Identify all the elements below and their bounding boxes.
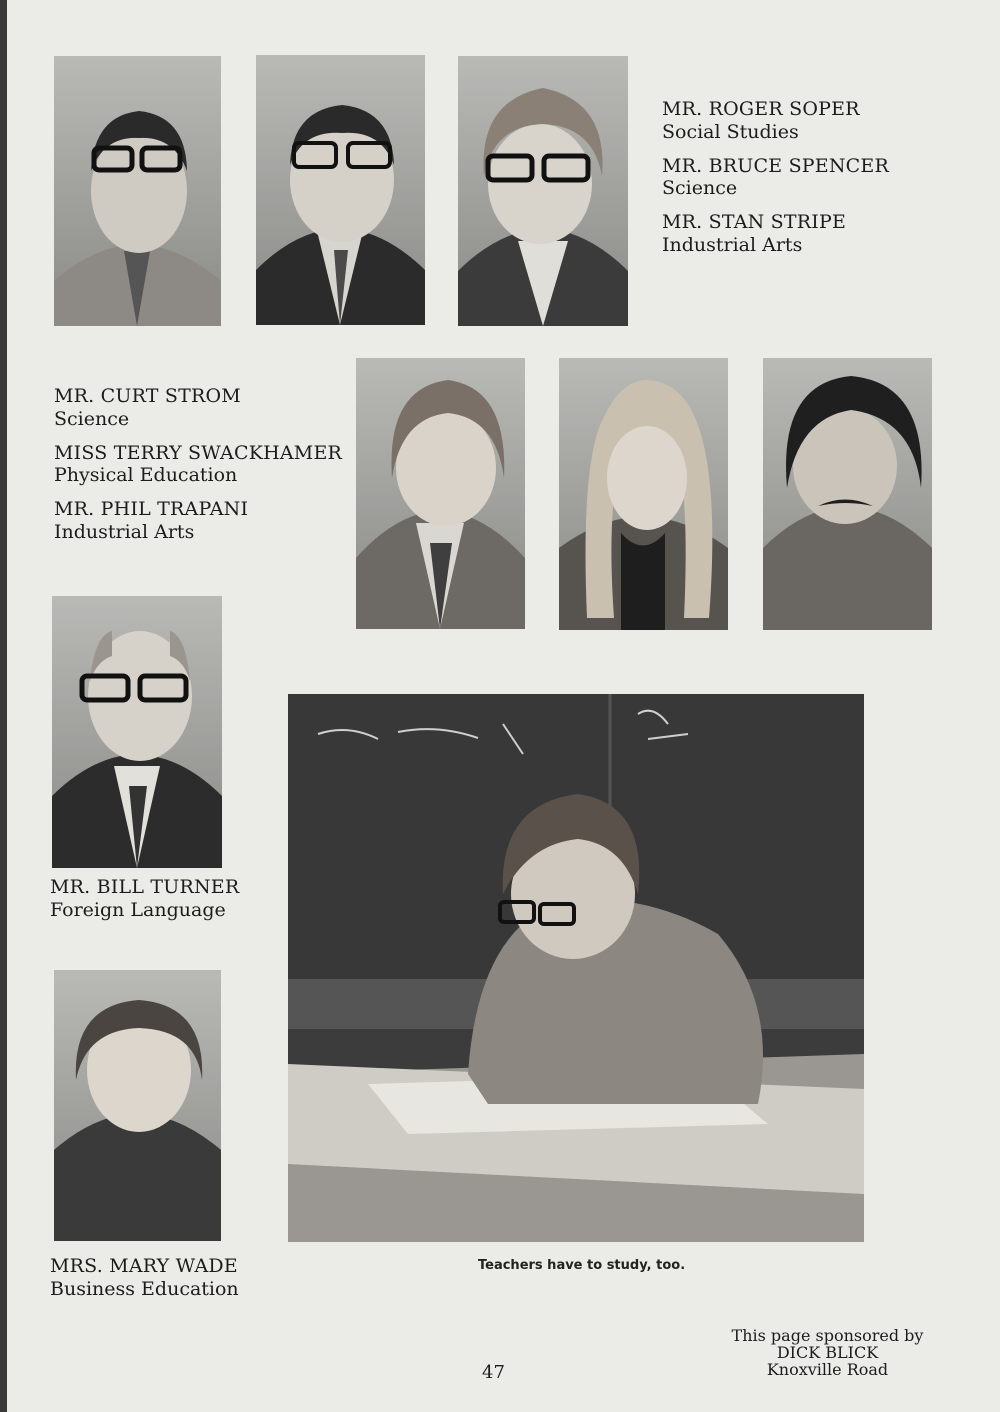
- portrait-stripe: [458, 56, 628, 326]
- caption-group-middle: [54, 385, 342, 555]
- teacher-department: Foreign Language: [50, 898, 226, 921]
- caption-turner: [50, 876, 239, 933]
- teacher-department: Social Studies: [662, 120, 799, 143]
- teacher-name: MISS TERRY SWACKHAMER: [54, 441, 343, 464]
- caption-group-top: [662, 98, 889, 268]
- portrait-spencer: [256, 55, 425, 325]
- teacher-department: Physical Education: [54, 464, 238, 487]
- portrait-wade: [54, 970, 221, 1241]
- teacher-department: Industrial Arts: [662, 233, 803, 256]
- portrait-strom: [356, 358, 525, 629]
- teacher-department: Industrial Arts: [54, 520, 195, 543]
- teacher-department: Science: [662, 177, 738, 200]
- portrait-turner: [52, 596, 222, 868]
- portrait-swackhamer: [559, 358, 728, 630]
- page-number: 47: [482, 1362, 505, 1383]
- sponsor-credit: [720, 1328, 935, 1378]
- binding-edge: [0, 0, 7, 1412]
- caption-wade: [50, 1255, 239, 1312]
- portrait-trapani: [763, 358, 932, 630]
- teacher-name: MRS. MARY WADE: [50, 1255, 238, 1277]
- teacher-name: MR. CURT STROM: [54, 385, 241, 407]
- teacher-department: Business Education: [50, 1277, 239, 1300]
- sponsor-line: This page sponsored by: [731, 1326, 924, 1345]
- teacher-name: MR. ROGER SOPER: [662, 98, 860, 120]
- teacher-name: MR. STAN STRIPE: [662, 211, 847, 234]
- teacher-name: MR. PHIL TRAPANI: [54, 498, 249, 521]
- teacher-department: Science: [54, 407, 130, 430]
- teacher-name: MR. BRUCE SPENCER: [662, 154, 889, 177]
- candid-photo-caption: Teachers have to study, too.: [478, 1258, 686, 1273]
- sponsor-name: DICK BLICK: [776, 1342, 879, 1362]
- candid-photo-teacher-studying: [288, 694, 864, 1242]
- teacher-name: MR. BILL TURNER: [50, 876, 240, 898]
- sponsor-address: Knoxville Road: [766, 1359, 889, 1379]
- portrait-soper: [54, 56, 221, 326]
